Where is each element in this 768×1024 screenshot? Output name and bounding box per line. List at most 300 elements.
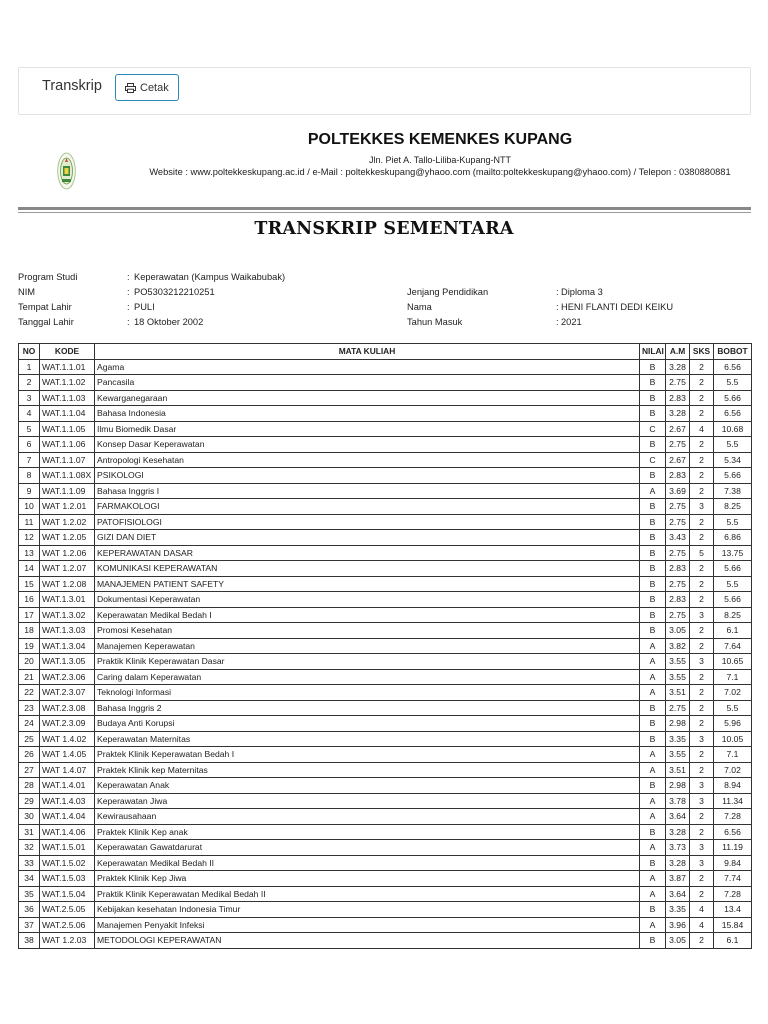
cell-am: 2.75 bbox=[666, 607, 690, 623]
cell-nilai: B bbox=[640, 902, 666, 918]
cell-bobot: 7.1 bbox=[714, 747, 752, 763]
print-button-label: Cetak bbox=[140, 81, 169, 94]
cell-kode: WAT.2.3.09 bbox=[40, 716, 95, 732]
cell-mata-kuliah: Keperawatan Medikal Bedah I bbox=[95, 607, 640, 623]
cell-nilai: A bbox=[640, 840, 666, 856]
cell-mata-kuliah: Teknologi Informasi bbox=[95, 685, 640, 701]
cell-sks: 2 bbox=[690, 762, 714, 778]
cell-mata-kuliah: Manajemen Keperawatan bbox=[95, 638, 640, 654]
cell-mata-kuliah: Keperawatan Gawatdarurat bbox=[95, 840, 640, 856]
cell-sks: 3 bbox=[690, 499, 714, 515]
cell-no: 11 bbox=[19, 514, 40, 530]
cell-sks: 2 bbox=[690, 716, 714, 732]
cell-kode: WAT.1.1.08X bbox=[40, 468, 95, 484]
cell-sks: 3 bbox=[690, 840, 714, 856]
table-row bbox=[19, 359, 752, 375]
level-label: Jenjang Pendidikan bbox=[407, 287, 489, 297]
cell-kode: WAT 1.2.02 bbox=[40, 514, 95, 530]
cell-no: 36 bbox=[19, 902, 40, 918]
cell-no: 21 bbox=[19, 669, 40, 685]
cell-bobot: 10.68 bbox=[714, 421, 752, 437]
cell-mata-kuliah: PSIKOLOGI bbox=[95, 468, 640, 484]
cell-mata-kuliah: Keperawatan Maternitas bbox=[95, 731, 640, 747]
table-row bbox=[19, 375, 752, 391]
cell-kode: WAT.1.3.05 bbox=[40, 654, 95, 670]
cell-mata-kuliah: Kewarganegaraan bbox=[95, 390, 640, 406]
cell-mata-kuliah: Pancasila bbox=[95, 375, 640, 391]
cell-kode: WAT.1.1.09 bbox=[40, 483, 95, 499]
cell-am: 3.51 bbox=[666, 685, 690, 701]
cell-no: 6 bbox=[19, 437, 40, 453]
cell-bobot: 7.64 bbox=[714, 638, 752, 654]
cell-mata-kuliah: Praktek Klinik Keperawatan Bedah I bbox=[95, 747, 640, 763]
cell-am: 2.83 bbox=[666, 390, 690, 406]
cell-nilai: B bbox=[640, 576, 666, 592]
cell-kode: WAT.1.1.01 bbox=[40, 359, 95, 375]
cell-no: 10 bbox=[19, 499, 40, 515]
cell-nilai: A bbox=[640, 793, 666, 809]
cell-mata-kuliah: Kebijakan kesehatan Indonesia Timur bbox=[95, 902, 640, 918]
cell-bobot: 5.66 bbox=[714, 468, 752, 484]
cell-kode: WAT.1.5.01 bbox=[40, 840, 95, 856]
cell-no: 13 bbox=[19, 545, 40, 561]
cell-mata-kuliah: Caring dalam Keperawatan bbox=[95, 669, 640, 685]
cell-sks: 2 bbox=[690, 561, 714, 577]
cell-sks: 2 bbox=[690, 638, 714, 654]
table-row bbox=[19, 871, 752, 887]
level-value: Diploma 3 bbox=[561, 287, 603, 297]
nim-colon: : bbox=[127, 287, 130, 297]
table-row bbox=[19, 437, 752, 453]
transcript-table bbox=[18, 343, 752, 949]
header-mata-kuliah: MATA KULIAH bbox=[95, 344, 640, 360]
cell-mata-kuliah: Konsep Dasar Keperawatan bbox=[95, 437, 640, 453]
cell-nilai: A bbox=[640, 685, 666, 701]
birthdate-colon: : bbox=[127, 317, 130, 327]
cell-bobot: 5.34 bbox=[714, 452, 752, 468]
cell-bobot: 10.05 bbox=[714, 731, 752, 747]
cell-kode: WAT.1.1.03 bbox=[40, 390, 95, 406]
cell-no: 23 bbox=[19, 700, 40, 716]
cell-bobot: 7.1 bbox=[714, 669, 752, 685]
cell-kode: WAT.1.4.03 bbox=[40, 793, 95, 809]
cell-nilai: B bbox=[640, 607, 666, 623]
cell-nilai: A bbox=[640, 917, 666, 933]
cell-bobot: 6.56 bbox=[714, 359, 752, 375]
cell-am: 3.05 bbox=[666, 623, 690, 639]
cell-no: 31 bbox=[19, 824, 40, 840]
cell-am: 2.98 bbox=[666, 716, 690, 732]
cell-nilai: A bbox=[640, 762, 666, 778]
cell-am: 2.83 bbox=[666, 561, 690, 577]
cell-mata-kuliah: Praktek Klinik Kep anak bbox=[95, 824, 640, 840]
program-label: Program Studi bbox=[18, 272, 78, 282]
program-value: Keperawatan (Kampus Waikabubak) bbox=[134, 272, 286, 282]
cell-sks: 3 bbox=[690, 731, 714, 747]
header-sks: SKS bbox=[690, 344, 714, 360]
cell-nilai: B bbox=[640, 731, 666, 747]
cell-kode: WAT.2.3.06 bbox=[40, 669, 95, 685]
cell-am: 3.55 bbox=[666, 669, 690, 685]
cell-mata-kuliah: Dokumentasi Keperawatan bbox=[95, 592, 640, 608]
cell-kode: WAT.1.4.06 bbox=[40, 824, 95, 840]
cell-no: 28 bbox=[19, 778, 40, 794]
cell-kode: WAT 1.4.02 bbox=[40, 731, 95, 747]
cell-mata-kuliah: Keperawatan Jiwa bbox=[95, 793, 640, 809]
cell-bobot: 7.02 bbox=[714, 762, 752, 778]
level-colon: : bbox=[556, 287, 559, 297]
cell-sks: 2 bbox=[690, 669, 714, 685]
cell-mata-kuliah: KEPERAWATAN DASAR bbox=[95, 545, 640, 561]
table-row bbox=[19, 855, 752, 871]
cell-kode: WAT.1.4.04 bbox=[40, 809, 95, 825]
table-row bbox=[19, 406, 752, 422]
cell-no: 15 bbox=[19, 576, 40, 592]
table-row bbox=[19, 499, 752, 515]
cell-no: 35 bbox=[19, 886, 40, 902]
table-row bbox=[19, 623, 752, 639]
cell-kode: WAT.1.5.02 bbox=[40, 855, 95, 871]
cell-no: 12 bbox=[19, 530, 40, 546]
print-icon bbox=[125, 83, 136, 93]
cell-mata-kuliah: MANAJEMEN PATIENT SAFETY bbox=[95, 576, 640, 592]
cell-sks: 2 bbox=[690, 824, 714, 840]
year-colon: : bbox=[556, 317, 559, 327]
cell-sks: 2 bbox=[690, 886, 714, 902]
cell-mata-kuliah: Praktek Klinik Kep Jiwa bbox=[95, 871, 640, 887]
cell-am: 2.75 bbox=[666, 545, 690, 561]
cell-am: 3.64 bbox=[666, 809, 690, 825]
name-value: HENI FLANTI DEDI KEIKU bbox=[561, 302, 674, 312]
table-header-row bbox=[19, 344, 752, 360]
cell-am: 3.28 bbox=[666, 824, 690, 840]
cell-nilai: A bbox=[640, 886, 666, 902]
cell-bobot: 15.84 bbox=[714, 917, 752, 933]
table-row bbox=[19, 592, 752, 608]
cell-am: 2.75 bbox=[666, 576, 690, 592]
cell-kode: WAT.1.3.03 bbox=[40, 623, 95, 639]
cell-kode: WAT.1.1.05 bbox=[40, 421, 95, 437]
institution-logo bbox=[57, 152, 76, 190]
table-row bbox=[19, 747, 752, 763]
cell-am: 3.96 bbox=[666, 917, 690, 933]
program-colon: : bbox=[127, 272, 130, 282]
cell-sks: 2 bbox=[690, 406, 714, 422]
cell-no: 4 bbox=[19, 406, 40, 422]
cell-sks: 2 bbox=[690, 871, 714, 887]
birthdate-value: 18 Oktober 2002 bbox=[134, 317, 204, 327]
cell-mata-kuliah: Antropologi Kesehatan bbox=[95, 452, 640, 468]
cell-am: 2.75 bbox=[666, 499, 690, 515]
cell-sks: 5 bbox=[690, 545, 714, 561]
cell-am: 2.75 bbox=[666, 437, 690, 453]
nim-value: PO5303212210251 bbox=[134, 287, 215, 297]
cell-bobot: 5.96 bbox=[714, 716, 752, 732]
cell-nilai: B bbox=[640, 700, 666, 716]
table-row bbox=[19, 607, 752, 623]
table-row bbox=[19, 421, 752, 437]
cell-nilai: B bbox=[640, 390, 666, 406]
cell-am: 2.75 bbox=[666, 514, 690, 530]
cell-nilai: B bbox=[640, 406, 666, 422]
table-row bbox=[19, 716, 752, 732]
cell-bobot: 11.34 bbox=[714, 793, 752, 809]
table-row bbox=[19, 809, 752, 825]
cell-nilai: A bbox=[640, 669, 666, 685]
birthdate-label: Tanggal Lahir bbox=[18, 317, 74, 327]
birthplace-value: PULI bbox=[134, 302, 155, 312]
cell-sks: 2 bbox=[690, 452, 714, 468]
header-panel bbox=[18, 67, 751, 115]
cell-mata-kuliah: Ilmu Biomedik Dasar bbox=[95, 421, 640, 437]
cell-no: 18 bbox=[19, 623, 40, 639]
cell-no: 3 bbox=[19, 390, 40, 406]
document-title: TRANSKRIP SEMENTARA bbox=[254, 219, 514, 239]
cell-kode: WAT.1.1.06 bbox=[40, 437, 95, 453]
cell-kode: WAT.1.5.04 bbox=[40, 886, 95, 902]
cell-no: 32 bbox=[19, 840, 40, 856]
table-row bbox=[19, 669, 752, 685]
cell-mata-kuliah: Agama bbox=[95, 359, 640, 375]
table-row bbox=[19, 545, 752, 561]
cell-mata-kuliah: Promosi Kesehatan bbox=[95, 623, 640, 639]
cell-no: 25 bbox=[19, 731, 40, 747]
cell-mata-kuliah: Bahasa Inggris 2 bbox=[95, 700, 640, 716]
cell-mata-kuliah: FARMAKOLOGI bbox=[95, 499, 640, 515]
cell-sks: 3 bbox=[690, 607, 714, 623]
cell-bobot: 11.19 bbox=[714, 840, 752, 856]
cell-kode: WAT.2.3.07 bbox=[40, 685, 95, 701]
cell-kode: WAT 1.2.08 bbox=[40, 576, 95, 592]
cell-no: 24 bbox=[19, 716, 40, 732]
cell-mata-kuliah: Keperawatan Anak bbox=[95, 778, 640, 794]
cell-am: 3.82 bbox=[666, 638, 690, 654]
cell-nilai: C bbox=[640, 421, 666, 437]
cell-no: 34 bbox=[19, 871, 40, 887]
birthplace-colon: : bbox=[127, 302, 130, 312]
header-bobot: BOBOT bbox=[714, 344, 752, 360]
cell-am: 2.75 bbox=[666, 700, 690, 716]
cell-sks: 2 bbox=[690, 747, 714, 763]
cell-sks: 2 bbox=[690, 530, 714, 546]
cell-bobot: 8.25 bbox=[714, 607, 752, 623]
cell-no: 20 bbox=[19, 654, 40, 670]
cell-nilai: A bbox=[640, 871, 666, 887]
cell-nilai: B bbox=[640, 514, 666, 530]
table-row bbox=[19, 886, 752, 902]
cell-sks: 2 bbox=[690, 685, 714, 701]
cell-no: 7 bbox=[19, 452, 40, 468]
header-nilai: NILAI bbox=[640, 344, 666, 360]
cell-kode: WAT.1.5.03 bbox=[40, 871, 95, 887]
cell-am: 2.67 bbox=[666, 421, 690, 437]
cell-am: 3.35 bbox=[666, 902, 690, 918]
cell-bobot: 8.25 bbox=[714, 499, 752, 515]
cell-bobot: 5.66 bbox=[714, 592, 752, 608]
cell-nilai: B bbox=[640, 545, 666, 561]
cell-mata-kuliah: Bahasa Inggris I bbox=[95, 483, 640, 499]
cell-mata-kuliah: Praktek Klinik kep Maternitas bbox=[95, 762, 640, 778]
cell-nilai: A bbox=[640, 747, 666, 763]
cell-mata-kuliah: Praktik Klinik Keperawatan Medikal Bedah II bbox=[95, 886, 640, 902]
letterhead-divider bbox=[18, 207, 751, 210]
cell-nilai: B bbox=[640, 468, 666, 484]
table-row bbox=[19, 638, 752, 654]
cell-nilai: B bbox=[640, 824, 666, 840]
cell-bobot: 7.28 bbox=[714, 886, 752, 902]
cell-sks: 3 bbox=[690, 855, 714, 871]
cell-bobot: 6.86 bbox=[714, 530, 752, 546]
cell-mata-kuliah: Praktik Klinik Keperawatan Dasar bbox=[95, 654, 640, 670]
cell-kode: WAT.1.3.04 bbox=[40, 638, 95, 654]
cell-nilai: A bbox=[640, 809, 666, 825]
institution-contact: Website : www.poltekkeskupang.ac.id / e-Mail : poltekkeskupang@yhaoo.com (mailto:poltekkeskupang@yhaoo.com) / Telepon : 0380880881 bbox=[149, 167, 731, 177]
cell-am: 3.05 bbox=[666, 933, 690, 949]
table-row bbox=[19, 840, 752, 856]
cell-no: 37 bbox=[19, 917, 40, 933]
table-row bbox=[19, 917, 752, 933]
cell-kode: WAT.1.1.04 bbox=[40, 406, 95, 422]
cell-bobot: 6.1 bbox=[714, 933, 752, 949]
cell-mata-kuliah: GIZI DAN DIET bbox=[95, 530, 640, 546]
cell-no: 16 bbox=[19, 592, 40, 608]
cell-no: 27 bbox=[19, 762, 40, 778]
cell-sks: 2 bbox=[690, 437, 714, 453]
table-row bbox=[19, 902, 752, 918]
table-row bbox=[19, 452, 752, 468]
cell-nilai: B bbox=[640, 530, 666, 546]
cell-mata-kuliah: Kewirausahaan bbox=[95, 809, 640, 825]
cell-am: 3.51 bbox=[666, 762, 690, 778]
header-kode: KODE bbox=[40, 344, 95, 360]
cell-bobot: 6.56 bbox=[714, 406, 752, 422]
cell-kode: WAT.1.4.01 bbox=[40, 778, 95, 794]
cell-no: 14 bbox=[19, 561, 40, 577]
cell-sks: 3 bbox=[690, 793, 714, 809]
table-row bbox=[19, 468, 752, 484]
cell-sks: 2 bbox=[690, 483, 714, 499]
cell-sks: 2 bbox=[690, 514, 714, 530]
cell-bobot: 5.66 bbox=[714, 561, 752, 577]
table-row bbox=[19, 824, 752, 840]
cell-am: 3.87 bbox=[666, 871, 690, 887]
cell-nilai: B bbox=[640, 623, 666, 639]
cell-no: 19 bbox=[19, 638, 40, 654]
cell-nilai: B bbox=[640, 561, 666, 577]
cell-am: 3.78 bbox=[666, 793, 690, 809]
cell-mata-kuliah: Manajemen Penyakit Infeksi bbox=[95, 917, 640, 933]
header-am: A.M bbox=[666, 344, 690, 360]
cell-nilai: B bbox=[640, 592, 666, 608]
cell-sks: 2 bbox=[690, 809, 714, 825]
cell-nilai: A bbox=[640, 483, 666, 499]
cell-nilai: B bbox=[640, 437, 666, 453]
print-button[interactable] bbox=[115, 74, 179, 101]
cell-am: 2.98 bbox=[666, 778, 690, 794]
cell-am: 2.83 bbox=[666, 468, 690, 484]
cell-nilai: B bbox=[640, 855, 666, 871]
cell-no: 33 bbox=[19, 855, 40, 871]
cell-nilai: B bbox=[640, 716, 666, 732]
cell-bobot: 7.74 bbox=[714, 871, 752, 887]
cell-kode: WAT.2.3.08 bbox=[40, 700, 95, 716]
cell-nilai: C bbox=[640, 452, 666, 468]
cell-bobot: 5.5 bbox=[714, 514, 752, 530]
cell-am: 3.35 bbox=[666, 731, 690, 747]
table-row bbox=[19, 778, 752, 794]
cell-bobot: 6.56 bbox=[714, 824, 752, 840]
table-row bbox=[19, 731, 752, 747]
table-row bbox=[19, 762, 752, 778]
cell-bobot: 5.66 bbox=[714, 390, 752, 406]
name-colon: : bbox=[556, 302, 559, 312]
cell-sks: 2 bbox=[690, 359, 714, 375]
cell-no: 26 bbox=[19, 747, 40, 763]
cell-sks: 2 bbox=[690, 700, 714, 716]
cell-no: 2 bbox=[19, 375, 40, 391]
cell-nilai: B bbox=[640, 375, 666, 391]
cell-mata-kuliah: Keperawatan Medikal Bedah II bbox=[95, 855, 640, 871]
table-row bbox=[19, 530, 752, 546]
cell-sks: 2 bbox=[690, 933, 714, 949]
cell-nilai: B bbox=[640, 499, 666, 515]
cell-no: 17 bbox=[19, 607, 40, 623]
cell-sks: 3 bbox=[690, 778, 714, 794]
cell-no: 22 bbox=[19, 685, 40, 701]
cell-sks: 4 bbox=[690, 917, 714, 933]
cell-bobot: 5.5 bbox=[714, 437, 752, 453]
cell-am: 3.64 bbox=[666, 886, 690, 902]
year-label: Tahun Masuk bbox=[407, 317, 463, 327]
nim-label: NIM bbox=[18, 287, 36, 297]
cell-sks: 2 bbox=[690, 390, 714, 406]
cell-bobot: 5.5 bbox=[714, 576, 752, 592]
cell-kode: WAT 1.2.01 bbox=[40, 499, 95, 515]
cell-nilai: B bbox=[640, 933, 666, 949]
cell-kode: WAT.2.5.06 bbox=[40, 917, 95, 933]
cell-sks: 2 bbox=[690, 375, 714, 391]
cell-kode: WAT 1.2.03 bbox=[40, 933, 95, 949]
cell-bobot: 13.75 bbox=[714, 545, 752, 561]
cell-mata-kuliah: PATOFISIOLOGI bbox=[95, 514, 640, 530]
cell-mata-kuliah: KOMUNIKASI KEPERAWATAN bbox=[95, 561, 640, 577]
cell-nilai: B bbox=[640, 778, 666, 794]
cell-am: 3.28 bbox=[666, 359, 690, 375]
cell-bobot: 10.65 bbox=[714, 654, 752, 670]
cell-sks: 2 bbox=[690, 576, 714, 592]
cell-no: 5 bbox=[19, 421, 40, 437]
table-row bbox=[19, 933, 752, 949]
header-no: NO bbox=[19, 344, 40, 360]
cell-am: 2.67 bbox=[666, 452, 690, 468]
cell-mata-kuliah: METODOLOGI KEPERAWATAN bbox=[95, 933, 640, 949]
cell-am: 3.28 bbox=[666, 855, 690, 871]
cell-nilai: B bbox=[640, 359, 666, 375]
cell-mata-kuliah: Bahasa Indonesia bbox=[95, 406, 640, 422]
cell-bobot: 13.4 bbox=[714, 902, 752, 918]
cell-kode: WAT 1.2.06 bbox=[40, 545, 95, 561]
year-value: 2021 bbox=[561, 317, 582, 327]
cell-sks: 2 bbox=[690, 468, 714, 484]
cell-kode: WAT.1.1.02 bbox=[40, 375, 95, 391]
cell-am: 3.55 bbox=[666, 747, 690, 763]
cell-kode: WAT 1.2.07 bbox=[40, 561, 95, 577]
cell-am: 2.83 bbox=[666, 592, 690, 608]
cell-mata-kuliah: Budaya Anti Korupsi bbox=[95, 716, 640, 732]
table-row bbox=[19, 576, 752, 592]
cell-nilai: A bbox=[640, 638, 666, 654]
cell-bobot: 5.5 bbox=[714, 700, 752, 716]
